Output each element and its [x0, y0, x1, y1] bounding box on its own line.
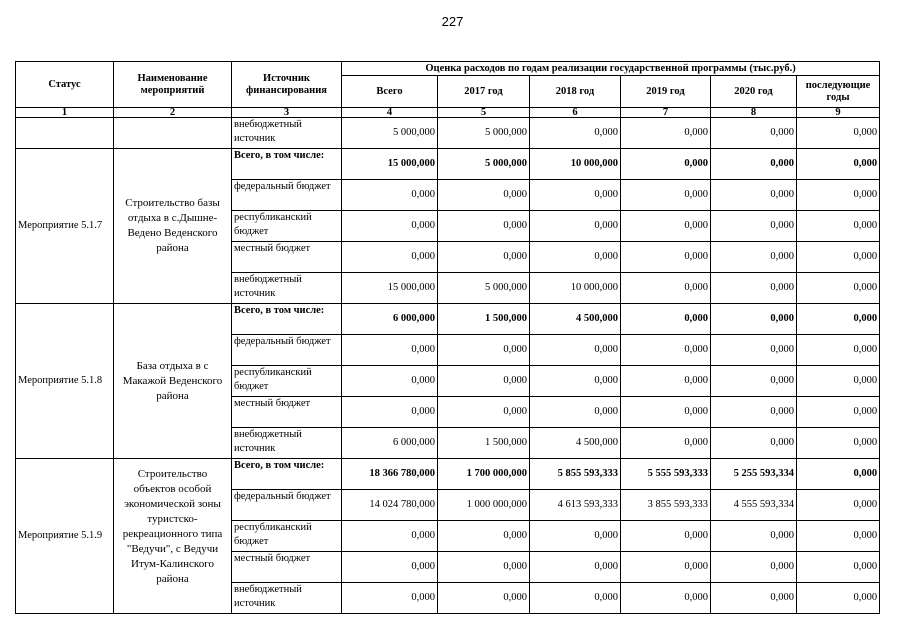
- value-cell: 0,000: [530, 397, 621, 428]
- value-cell: 0,000: [530, 242, 621, 273]
- header-source: Источник финансирования: [232, 62, 342, 108]
- value-cell: 0,000: [621, 583, 711, 614]
- source-cell: внебюджетный источник: [232, 118, 342, 149]
- value-cell: 0,000: [797, 149, 880, 180]
- value-cell: 0,000: [711, 583, 797, 614]
- col-number: 3: [232, 108, 342, 118]
- value-cell: 0,000: [342, 211, 438, 242]
- value-cell: 0,000: [711, 211, 797, 242]
- value-cell: 0,000: [797, 521, 880, 552]
- header-status: Статус: [16, 62, 114, 108]
- value-cell: 0,000: [711, 242, 797, 273]
- value-cell: 0,000: [621, 428, 711, 459]
- value-cell: 0,000: [797, 273, 880, 304]
- value-cell: 0,000: [621, 366, 711, 397]
- value-cell: 0,000: [530, 118, 621, 149]
- header-2018: 2018 год: [530, 76, 621, 108]
- value-cell: 6 000,000: [342, 304, 438, 335]
- col-number: 2: [114, 108, 232, 118]
- value-cell: 0,000: [621, 552, 711, 583]
- source-cell: федеральный бюджет: [232, 180, 342, 211]
- value-cell: 10 000,000: [530, 273, 621, 304]
- value-cell: 0,000: [438, 335, 530, 366]
- value-cell: 0,000: [711, 366, 797, 397]
- value-cell: 0,000: [621, 397, 711, 428]
- source-cell: республиканский бюджет: [232, 521, 342, 552]
- value-cell: 0,000: [711, 428, 797, 459]
- value-cell: 0,000: [797, 211, 880, 242]
- value-cell: 4 500,000: [530, 428, 621, 459]
- page-number: 227: [441, 14, 464, 29]
- value-cell: 0,000: [438, 397, 530, 428]
- header-estimate: Оценка расходов по годам реализации государственной программы (тыс.руб.): [342, 62, 880, 76]
- value-cell: 0,000: [530, 552, 621, 583]
- value-cell: 1 000 000,000: [438, 490, 530, 521]
- value-cell: 0,000: [438, 180, 530, 211]
- value-cell: 0,000: [797, 552, 880, 583]
- value-cell: 5 000,000: [342, 118, 438, 149]
- status-cell: [16, 118, 114, 149]
- activity-name-cell: Строительство объектов особой экономической зоны туристско-рекреационного типа "Ведучи", с Ведучи Итум-Калинского района: [114, 459, 232, 614]
- value-cell: 0,000: [438, 552, 530, 583]
- value-cell: 5 000,000: [438, 273, 530, 304]
- value-cell: 0,000: [438, 583, 530, 614]
- source-cell: республиканский бюджет: [232, 366, 342, 397]
- header-2020: 2020 год: [711, 76, 797, 108]
- source-cell: внебюджетный источник: [232, 273, 342, 304]
- source-cell: внебюджетный источник: [232, 428, 342, 459]
- budget-table-container: [15, 61, 881, 609]
- value-cell: 0,000: [797, 583, 880, 614]
- value-cell: 6 000,000: [342, 428, 438, 459]
- value-cell: 5 000,000: [438, 149, 530, 180]
- value-cell: 0,000: [342, 180, 438, 211]
- header-2017: 2017 год: [438, 76, 530, 108]
- value-cell: 0,000: [797, 335, 880, 366]
- value-cell: 4 613 593,333: [530, 490, 621, 521]
- value-cell: 4 555 593,334: [711, 490, 797, 521]
- value-cell: 0,000: [621, 118, 711, 149]
- value-cell: 0,000: [621, 335, 711, 366]
- table-row: [16, 118, 880, 149]
- value-cell: 0,000: [711, 521, 797, 552]
- status-cell: Мероприятие 5.1.8: [16, 304, 114, 459]
- value-cell: 0,000: [797, 366, 880, 397]
- source-cell: республиканский бюджет: [232, 211, 342, 242]
- table-row: [16, 459, 880, 490]
- value-cell: 3 855 593,333: [621, 490, 711, 521]
- value-cell: 0,000: [530, 211, 621, 242]
- source-cell: местный бюджет: [232, 397, 342, 428]
- value-cell: 0,000: [621, 273, 711, 304]
- value-cell: 0,000: [342, 366, 438, 397]
- activity-name-cell: База отдыха в с Макажой Веденского района: [114, 304, 232, 459]
- value-cell: 5 000,000: [438, 118, 530, 149]
- value-cell: 0,000: [530, 180, 621, 211]
- value-cell: 15 000,000: [342, 149, 438, 180]
- value-cell: 0,000: [530, 366, 621, 397]
- value-cell: 0,000: [342, 583, 438, 614]
- source-cell: федеральный бюджет: [232, 490, 342, 521]
- col-number: 7: [621, 108, 711, 118]
- value-cell: 0,000: [438, 242, 530, 273]
- value-cell: 5 555 593,333: [621, 459, 711, 490]
- header-total: Всего: [342, 76, 438, 108]
- source-cell: федеральный бюджет: [232, 335, 342, 366]
- value-cell: 0,000: [621, 180, 711, 211]
- value-cell: 0,000: [711, 397, 797, 428]
- col-number: 4: [342, 108, 438, 118]
- value-cell: 15 000,000: [342, 273, 438, 304]
- status-cell: Мероприятие 5.1.7: [16, 149, 114, 304]
- col-number: 9: [797, 108, 880, 118]
- value-cell: 0,000: [797, 397, 880, 428]
- value-cell: 0,000: [530, 335, 621, 366]
- value-cell: 0,000: [530, 583, 621, 614]
- value-cell: 0,000: [342, 242, 438, 273]
- value-cell: 0,000: [621, 149, 711, 180]
- status-cell: Мероприятие 5.1.9: [16, 459, 114, 614]
- table-row: [16, 304, 880, 335]
- col-number: 6: [530, 108, 621, 118]
- source-cell: Всего, в том числе:: [232, 149, 342, 180]
- col-number: 8: [711, 108, 797, 118]
- value-cell: 0,000: [711, 335, 797, 366]
- value-cell: 0,000: [797, 304, 880, 335]
- value-cell: 0,000: [797, 242, 880, 273]
- value-cell: 14 024 780,000: [342, 490, 438, 521]
- header-name: Наименование мероприятий: [114, 62, 232, 108]
- value-cell: 0,000: [438, 211, 530, 242]
- value-cell: 1 500,000: [438, 428, 530, 459]
- value-cell: 0,000: [621, 304, 711, 335]
- name-cell: [114, 118, 232, 149]
- value-cell: 5 855 593,333: [530, 459, 621, 490]
- value-cell: 5 255 593,334: [711, 459, 797, 490]
- value-cell: 0,000: [711, 118, 797, 149]
- activity-name-cell: Строительство базы отдыха в с.Дышне-Ведено Веденского района: [114, 149, 232, 304]
- value-cell: 1 500,000: [438, 304, 530, 335]
- value-cell: 18 366 780,000: [342, 459, 438, 490]
- value-cell: 0,000: [342, 335, 438, 366]
- value-cell: 4 500,000: [530, 304, 621, 335]
- value-cell: 0,000: [797, 428, 880, 459]
- source-cell: Всего, в том числе:: [232, 459, 342, 490]
- value-cell: 0,000: [797, 490, 880, 521]
- value-cell: 0,000: [342, 521, 438, 552]
- value-cell: 0,000: [797, 459, 880, 490]
- value-cell: 0,000: [342, 397, 438, 428]
- value-cell: 0,000: [711, 273, 797, 304]
- value-cell: 0,000: [438, 521, 530, 552]
- source-cell: Всего, в том числе:: [232, 304, 342, 335]
- value-cell: 0,000: [621, 242, 711, 273]
- value-cell: 0,000: [342, 552, 438, 583]
- value-cell: 0,000: [711, 552, 797, 583]
- source-cell: местный бюджет: [232, 552, 342, 583]
- col-number: 5: [438, 108, 530, 118]
- table-row: [16, 149, 880, 180]
- value-cell: 10 000,000: [530, 149, 621, 180]
- value-cell: 0,000: [711, 149, 797, 180]
- value-cell: 0,000: [530, 521, 621, 552]
- value-cell: 0,000: [797, 180, 880, 211]
- value-cell: 0,000: [438, 366, 530, 397]
- value-cell: 0,000: [711, 180, 797, 211]
- value-cell: 0,000: [621, 211, 711, 242]
- header-2019: 2019 год: [621, 76, 711, 108]
- source-cell: внебюджетный источник: [232, 583, 342, 614]
- value-cell: 0,000: [711, 304, 797, 335]
- value-cell: 1 700 000,000: [438, 459, 530, 490]
- source-cell: местный бюджет: [232, 242, 342, 273]
- header-later: последующие годы: [797, 76, 880, 108]
- value-cell: 0,000: [621, 521, 711, 552]
- budget-table: [15, 61, 880, 614]
- value-cell: 0,000: [797, 118, 880, 149]
- col-number: 1: [16, 108, 114, 118]
